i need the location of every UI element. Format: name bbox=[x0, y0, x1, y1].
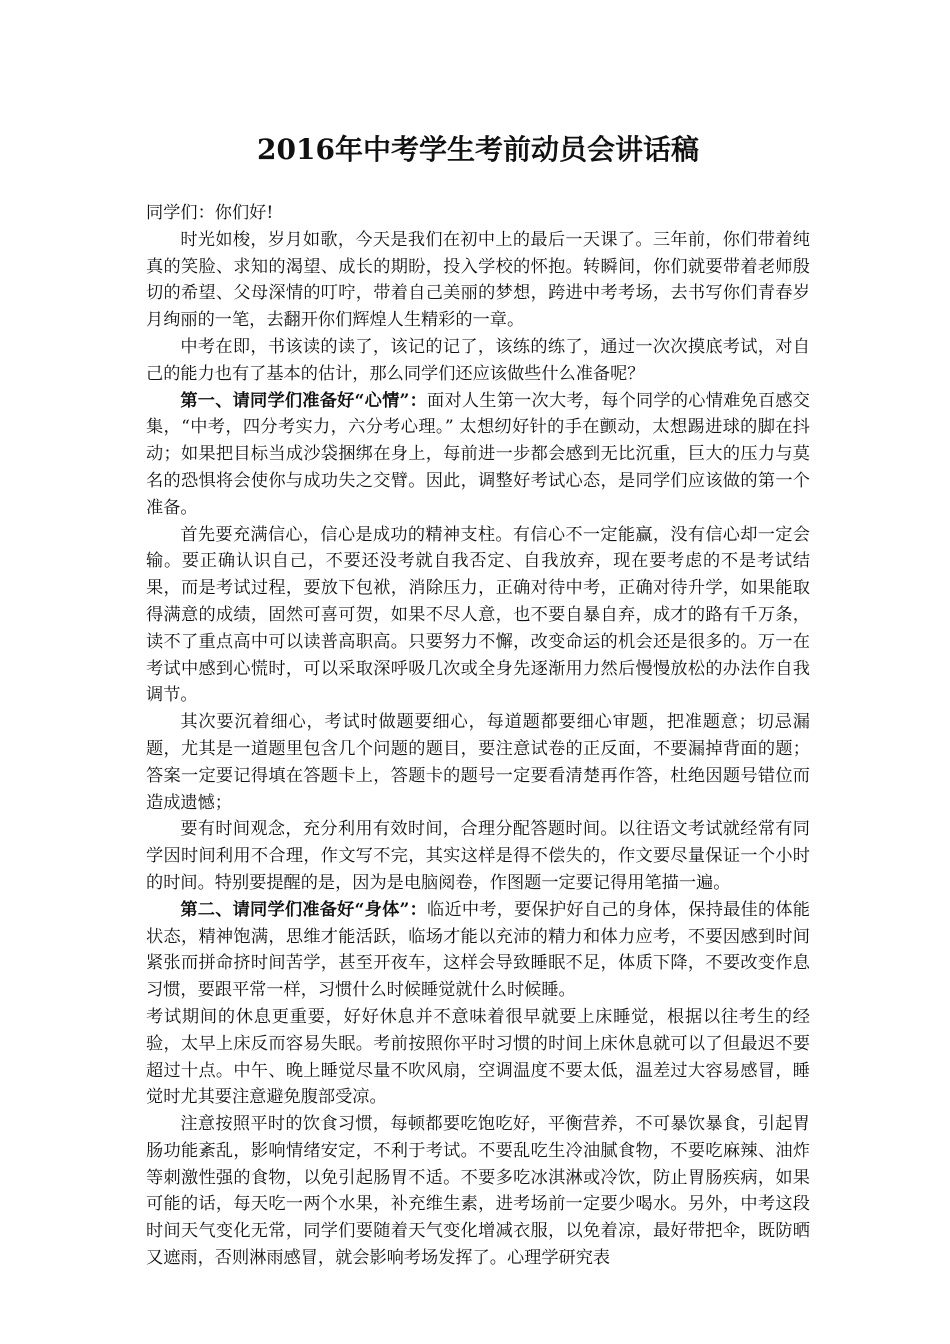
paragraph-careful: 其次要沉着细心，考试时做题要细心，每道题都要细心审题，把准题意；切忌漏题，尤其是一道题里包含几个问题的题目，要注意试卷的正反面，不要漏掉背面的题；答案一定要记得填在答题卡上，答题卡的题号一定要看清楚再作答，杜绝因题号错位而造成遗憾； bbox=[146, 712, 810, 813]
paragraph-question: 中考在即，书该读的读了，该记的记了，该练的练了，通过一次次摸底考试，对自己的能力也有了基本的估计，那么同学们还应该做些什么准备呢？ bbox=[146, 336, 810, 384]
paragraph-body bbox=[146, 897, 810, 1004]
paragraph-time: 要有时间观念，充分利用有效时间，合理分配答题时间。以往语文考试就经常有同学因时间利用不合理，作文写不完，其实这样是得不偿失的，作文要尽量保证一个小时的时间。特别要提醒的是，因为是电脑阅卷，作图题一定要记得用笔描一遍。 bbox=[146, 819, 810, 893]
paragraph-diet: 注意按照平时的饮食习惯，每顿都要吃饱吃好，平衡营养，不可暴饮暴食，引起胃肠功能紊乱，影响情绪安定，不利于考试。不要乱吃生冷油腻食物，不要吃麻辣、油炸等刺激性强的食物，以免引起肠胃不适。不要多吃冰淇淋或冷饮，防止胃肠疾病，如果可能的话，每天吃一两个水果，补充维生素，进考场前一定要少喝水。另外，中考这段时间天气变化无常，同学们要随着天气变化增减衣服，以免着凉，最好带把伞，既防晒又遮雨，否则淋雨感冒，就会影响考场发挥了。心理学研究表 bbox=[146, 1114, 810, 1269]
paragraph-mood-body: 面对人生第一次大考，每个同学的心情难免百感交集，“中考，四分考实力，六分考心理。” 太想纫好针的手在颤动，太想踢进球的脚在抖动；如果把目标当成沙袋捆绑在身上，每前进一步都会感到无比沉重，巨大的压力与莫名的恐惧将会使你与成功失之交臂。因此，调整好考试心态，是同学们应该做的第一个准备。 bbox=[146, 390, 810, 518]
section-heading-mood: 第一、请同学们准备好“心情”： bbox=[180, 390, 428, 411]
paragraph-intro: 时光如梭，岁月如歌，今天是我们在初中上的最后一天课了。三年前，你们带着纯真的笑脸、求知的渴望、成长的期盼，投入学校的怀抱。转瞬间，你们就要带着老师殷切的希望、父母深情的叮咛，带着自己美丽的梦想，跨进中考考场，去书写你们青春岁月绚丽的一笔，去翻开你们辉煌人生精彩的一章。 bbox=[146, 229, 810, 331]
greeting: 同学们：你们好! bbox=[146, 203, 274, 223]
paragraph-rest: 考试期间的休息更重要，好好休息并不意味着很早就要上床睡觉，根据以往考生的经验，太早上床反而容易失眠。考前按照你平时习惯的时间上床休息就可以了但最迟不要超过十点。中午、晚上睡觉尽量不吹风扇，空调温度不要太低，温差过大容易感冒，睡觉时尤其要注意避免腹部受凉。 bbox=[146, 1006, 810, 1108]
section-heading-body: 第二、请同学们准备好“身体”： bbox=[180, 899, 428, 920]
document-page bbox=[146, 130, 810, 1272]
document-title: 2016年中考学生考前动员会讲话稿 bbox=[257, 133, 699, 166]
paragraph-body-text: 临近中考，要保护好自己的身体，保持最佳的体能状态，精神饱满，思维才能活跃，临场才能以充沛的精力和体力应考，不要因感到时间紧张而拼命挤时间苦学，甚至开夜车，这样会导致睡眠不足，体质下降，不要改变作息习惯，要跟平常一样，习惯什么时候睡觉就什么时候睡。 bbox=[146, 899, 810, 1001]
paragraph-confidence: 首先要充满信心，信心是成功的精神支柱。有信心不一定能赢，没有信心却一定会输。要正确认识自己，不要还没考就自我否定、自我放弃，现在要考虑的不是考试结果，而是考试过程，要放下包袱，消除压力，正确对待中考，正确对待升学，如果能取得满意的成绩，固然可喜可贺，如果不尽人意，也不要自暴自弃，成才的路有千万条，读不了重点高中可以读普高职高。只要努力不懈，改变命运的机会还是很多的。万一在考试中感到心慌时，可以采取深呼吸几次或全身先逐渐用力然后慢慢放松的办法作自我调节。 bbox=[146, 524, 810, 706]
paragraph-mood bbox=[146, 388, 810, 522]
